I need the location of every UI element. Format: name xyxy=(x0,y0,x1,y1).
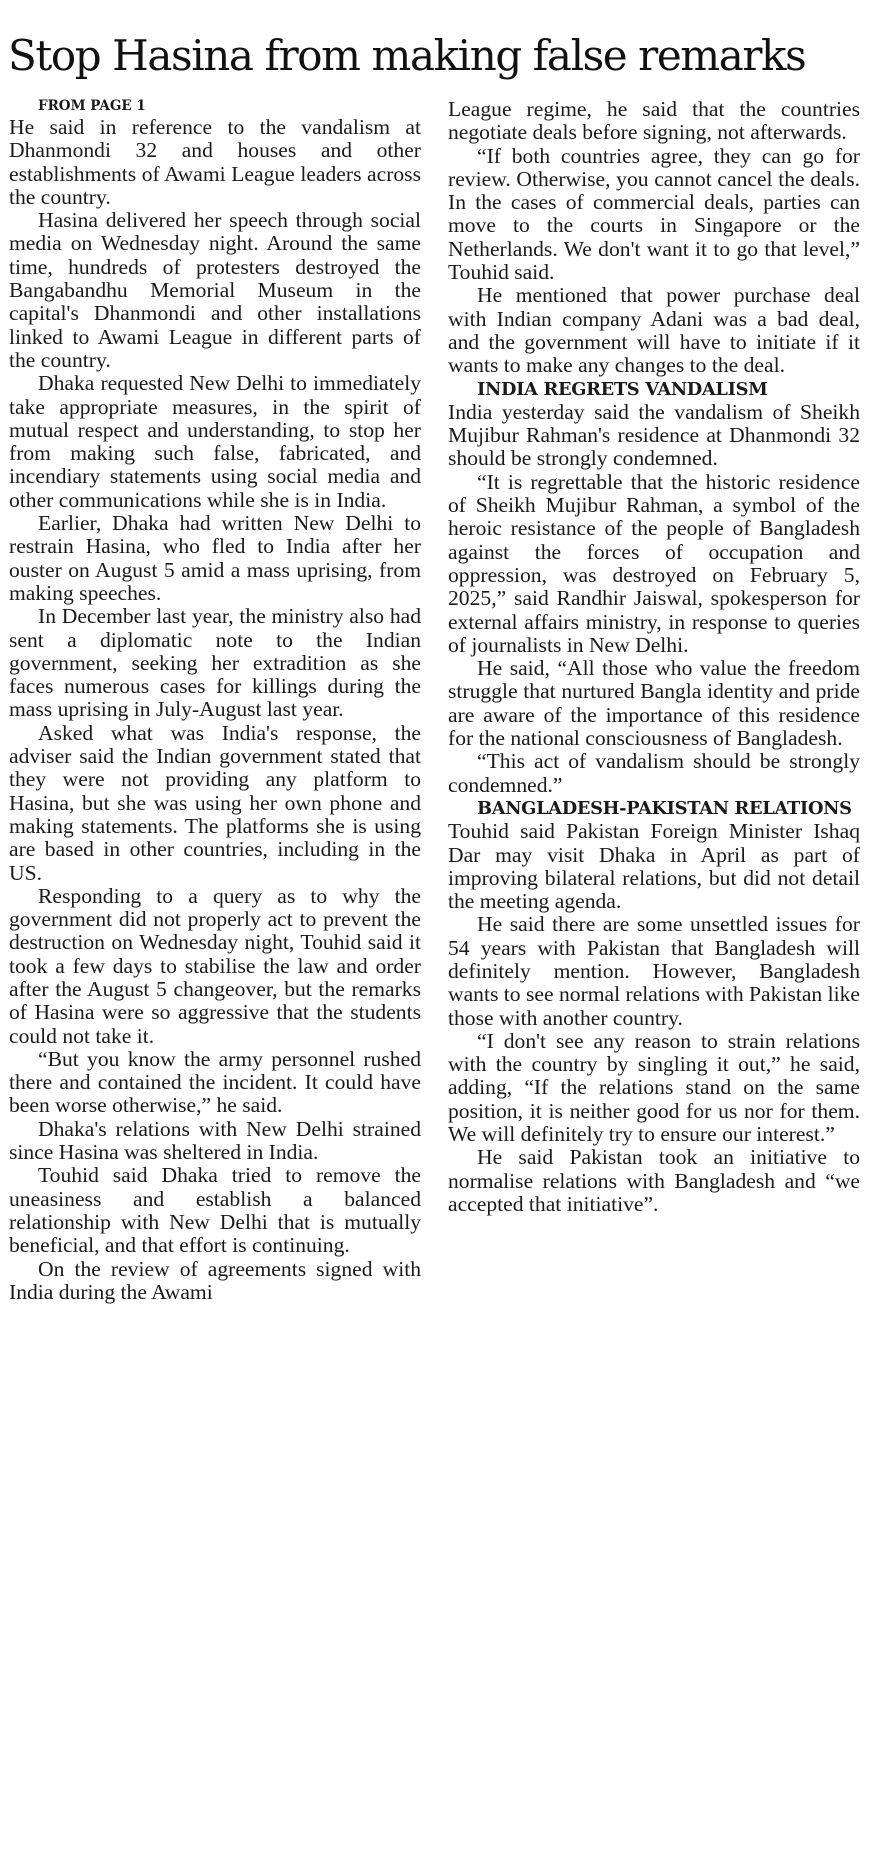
paragraph: He mentioned that power purchase deal with Indian company Adani was a bad deal, and the government will have to initiate if it wants to make any changes to the deal. xyxy=(448,283,860,378)
paragraph: He said, “All those who value the freedom struggle that nurtured Bangla identity and pride are aware of the importance of this residence for the national consciousness of Bangladesh. xyxy=(448,656,860,751)
paragraph: League regime, he said that the countries negotiate deals before signing, not afterwards. xyxy=(448,97,860,145)
paragraph: “It is regrettable that the historic residence of Sheikh Mujibur Rahman, a symbol of the heroic resistance of the people of Bangladesh against the forces of occupation and oppression, was destroyed on February 5, 2025,” said Randhir Jaiswal, spokesperson for external affairs ministry, in response to queries of journalists in New Delhi. xyxy=(448,469,860,657)
paragraph: Dhaka requested New Delhi to immediately take appropriate measures, in the spirit of mutual respect and understanding, to stop her from making such false, fabricated, and incendiary statements using social media and other communications while she is in India. xyxy=(9,371,421,512)
paragraph: “If both countries agree, they can go for review. Otherwise, you cannot cancel the deals. In the cases of commercial deals, parties can move to the courts in Singapore or the Netherlands. We don't want it to go that level,” Touhid said. xyxy=(448,143,860,285)
paragraph: “I don't see any reason to strain relations with the country by singling it out,” he said, adding, “If the relations stand on the same position, it is neither good for us nor for them. We will definitely try to ensure our interest.” xyxy=(448,1028,860,1147)
paragraph: India yesterday said the vandalism of Sheikh Mujibur Rahman's residence at Dhanmondi 32 should be strongly condemned. xyxy=(448,399,860,471)
paragraph: Responding to a query as to why the government did not properly act to prevent the destruction on Wednesday night, Touhid said it took a few days to stabilise the law and order after the August 5 changeover, but the remarks of Hasina were so aggressive that the students could not take it. xyxy=(9,883,421,1048)
paragraph: “But you know the army personnel rushed there and contained the incident. It could have been worse otherwise,” he said. xyxy=(9,1046,421,1118)
headline: Stop Hasina from making false remarks xyxy=(8,31,806,80)
paragraph: Touhid said Pakistan Foreign Minister Ishaq Dar may visit Dhaka in April as part of improving bilateral relations, but did not detail the meeting agenda. xyxy=(448,819,860,914)
paragraph: He said in reference to the vandalism at Dhanmondi 32 and houses and other establishments of Awami League leaders across the country. xyxy=(9,115,421,209)
paragraph: On the review of agreements signed with India during the Awami xyxy=(9,1256,421,1304)
paragraph: Asked what was India's response, the adviser said the Indian government stated that they were not providing any platform to Hasina, but she was using her own phone and making statements. The platforms she is using are based in other countries, including in the US. xyxy=(9,720,421,885)
article-column-right xyxy=(448,98,860,1216)
paragraph: Hasina delivered her speech through social media on Wednesday night. Around the same time, hundreds of protesters destroyed the Bangabandhu Memorial Museum in the capital's Dhanmondi and other installations linked to Awami League in different parts of the country. xyxy=(9,208,421,372)
paragraph: “This act of vandalism should be strongly condemned.” xyxy=(448,749,860,797)
paragraph: Earlier, Dhaka had written New Delhi to restrain Hasina, who fled to India after her ouster on August 5 amid a mass uprising, from making speeches. xyxy=(9,511,421,605)
subhead-india-regrets-vandalism: INDIA REGRETS VANDALISM xyxy=(477,378,768,400)
paragraph: He said Pakistan took an initiative to normalise relations with Bangladesh and “we accepted that initiative”. xyxy=(448,1145,860,1216)
paragraph: In December last year, the ministry also had sent a diplomatic note to the Indian government, seeking her extradition as she faces numerous cases for killings during the mass uprising in July-August last year. xyxy=(9,604,421,722)
paragraph: Dhaka's relations with New Delhi strained since Hasina was sheltered in India. xyxy=(9,1116,421,1165)
paragraph: Touhid said Dhaka tried to remove the uneasiness and establish a balanced relationship with New Delhi that is mutually beneficial, and that effort is continuing. xyxy=(9,1163,421,1258)
subhead-bangladesh-pakistan-relations: BANGLADESH-PAKISTAN RELATIONS xyxy=(477,797,852,819)
paragraph: He said there are some unsettled issues for 54 years with Pakistan that Bangladesh will definitely mention. However, Bangladesh wants to see normal relations with Pakistan like those with another country. xyxy=(448,912,860,1030)
kicker: FROM PAGE 1 xyxy=(38,98,146,114)
article-column-left xyxy=(9,96,421,1304)
